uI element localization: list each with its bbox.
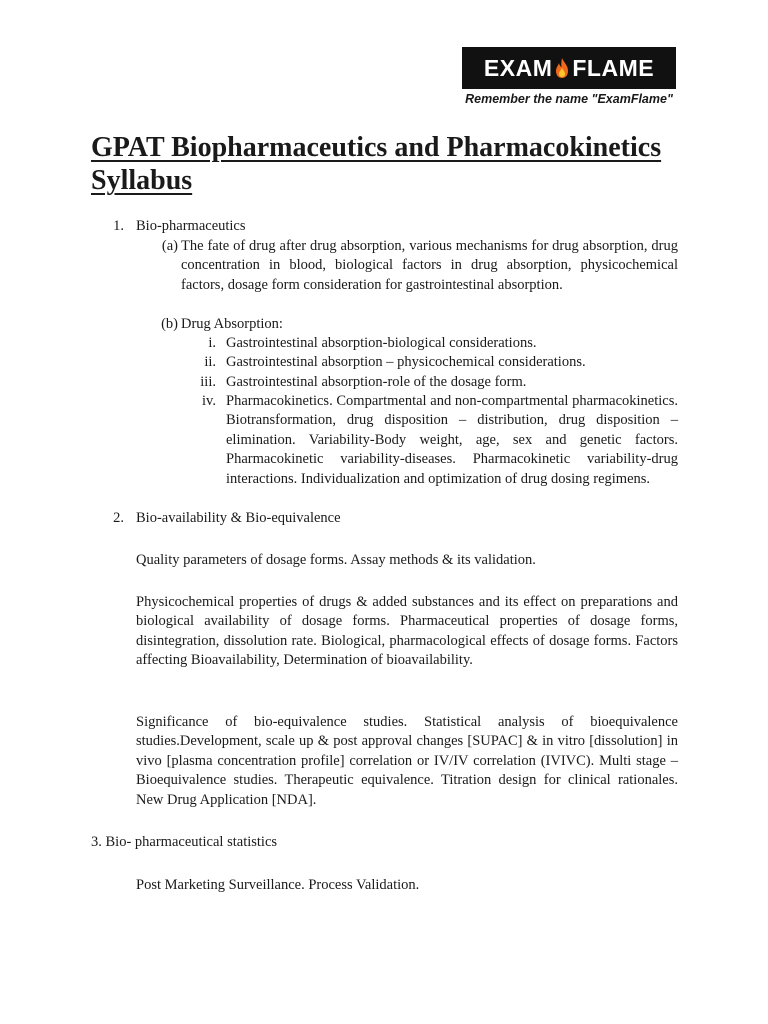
item-b-label: (b) [161, 316, 178, 332]
section-2-paragraph: Significance of bio-equivalence studies. Statistical analysis of bioequivalence studies.Development, scale up & post approval changes [SUPAC] & in vitro [dissolution] in vivo [plasma concentration profile] correlation or IV/IV correlation (IVIVC). Multi stage – Bioequivalence studies. Therapeutic equivalence. Titration design for clinical rationales. New Drug Application [NDA]. [136, 714, 678, 808]
subitem-text: Gastrointestinal absorption – physicochemical considerations. [226, 354, 586, 370]
item-a-text: The fate of drug after drug absorption, various mechanisms for drug absorption, drug concentration in blood, biological factors in drug absorption, physicochemical factors, dosage form consideration for gastrointestinal absorption. [181, 238, 678, 293]
subitem-text: Gastrointestinal absorption-role of the dosage form. [226, 374, 527, 390]
logo-word-flame: FLAME [572, 54, 655, 81]
subitem-text: Gastrointestinal absorption-biological considerations. [226, 335, 537, 351]
flame-icon [555, 57, 569, 79]
title-line-1: GPAT Biopharmaceutics and Pharmacokinetics [91, 132, 662, 163]
section-2-paragraph: Physicochemical properties of drugs & added substances and its effect on preparations and biological availability of dosage forms. Pharmaceutical properties of dosage forms, disintegration, dissolution rate. Biological, pharmacological effects of dosage forms. Factors affecting Bioavailability, Determination of bioavailability. [136, 594, 678, 669]
logo-tagline: Remember the name "ExamFlame" [465, 92, 673, 106]
item-b-text: Drug Absorption: [181, 316, 283, 332]
logo-word-exam: EXAM [483, 54, 553, 81]
brand-logo [462, 47, 676, 106]
section-2-heading: Bio-availability & Bio-equivalence [136, 510, 341, 526]
subitem-label: iii. [200, 374, 216, 390]
logo-banner [462, 47, 676, 89]
subitem-label: ii. [204, 354, 216, 370]
page-title [91, 131, 679, 197]
subitem-label: i. [208, 335, 216, 351]
subitem-label: iv. [202, 393, 216, 409]
section-3-heading: 3. Bio- pharmaceutical statistics [91, 834, 278, 850]
section-1-number: 1. [113, 218, 124, 234]
item-a-label: (a) [161, 238, 178, 254]
section-2-paragraph: Quality parameters of dosage forms. Assay methods & its validation. [136, 552, 536, 568]
title-line-2: Syllabus [91, 165, 193, 196]
section-2-number: 2. [113, 510, 124, 526]
section-1-heading: Bio-pharmaceutics [136, 218, 246, 234]
subitem-text: Pharmacokinetics. Compartmental and non-compartmental pharmacokinetics. Biotransformation, drug disposition – distribution, drug disposition – elimination. Variability-Body weight, age, sex and genetic factors. Pharmacokinetic variability-diseases. Pharmacokinetic variability-drug interactions. Individualization and optimization of drug dosing regimens. [226, 393, 678, 487]
section-3-paragraph: Post Marketing Surveillance. Process Validation. [136, 877, 420, 893]
